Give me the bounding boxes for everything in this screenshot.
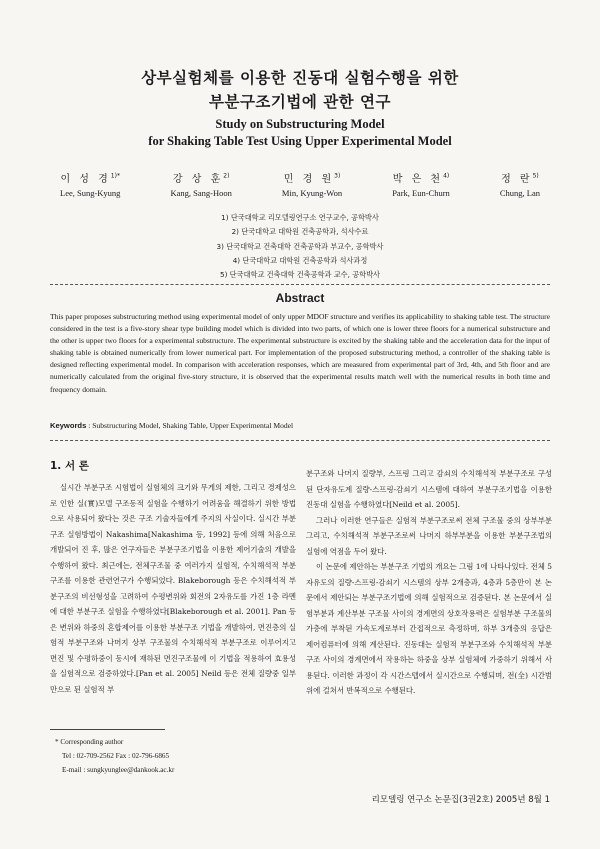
author-name-ko: 강 상 훈	[172, 174, 224, 185]
abstract-body: This paper proposes substructuring method using experimental model of only upper MDOF structure and verifies its applicability to shaking table test. The structure considered in the test is a five-story shear type building model which is divided into two parts, of which one is lower three floors for a numerical substructure and the other is upper two floors for a experimental substructure. The experimental substructure is excited by the shaking table and the acceleration data for the input of shaking table is obtained numerically from lower numerical part. For implementation of the proposed substructuring method, a controller of the shaking table is designed reflecting experimental model. In comparison with acceleration responses, which are measured from experimental part of 3rd, 4th, and 5th floor and are numerically calculated from the original five-story structure, it is observed that the experimental results match well with the numerical results in both time and frequency domain.	[50, 312, 550, 394]
korean-title-line-2: 부분구조기법에 관한 연구	[209, 93, 391, 111]
author-affil-mark: 4)	[443, 172, 450, 180]
divider-top	[50, 284, 550, 285]
left-column	[50, 480, 296, 697]
paragraph: 그러나 이러한 연구들은 실험적 부분구조로써 전체 구조물 중의 상부부분 그리고, 수치해석적 부분구조로써 나머지 하부부분을 이용한 부분구조법의 실험에 역점을 두어 왔다.	[306, 515, 552, 556]
author-4	[392, 170, 450, 198]
affiliation-item: 2) 단국대학교 대학원 건축공학과, 석사수료	[231, 227, 369, 237]
affiliation-item: 1) 단국대학교 리모델링연구소 연구교수, 공학박사	[221, 213, 379, 222]
english-title	[0, 116, 600, 150]
footnote	[55, 735, 174, 777]
author-name-ko: 이 성 경	[60, 174, 111, 185]
author-name-ko: 정 란	[501, 174, 533, 185]
page-footer: 리모델링 연구소 논문집(3권2호) 2005년 8월 1	[371, 795, 550, 805]
author-name-en: Chung, Lan	[499, 188, 540, 198]
affiliation-list	[0, 211, 600, 282]
paragraph: 이 논문에 제안하는 부분구조 기법의 개요는 그림 1에 나타나있다. 전체 5자유도의 질량-스프링-감쇠기 시스템의 상부 2개층과, 4층과 5층만이 본 논문에서 제안되는 부분구조기법에 의해 실험적으로 검증된다. 본 논문에서 실험부분과 계산부분 구조물 사이의 경계면의 상호작용력은 실험부분 구조물의 가층에 부착된 가속도계로부터 간접적으로 측정하며, 하부 3개층의 응답은 제어컴퓨터에 의해 계산된다. 진동대는 실험적 부분구조와 수치해석적 부분구조 사이의 경계면에서 작용하는 하중을 상부 실험체에 가중하기 위해서 사용된다. 이러한 과정이 각 시간스텝에서 실시간으로 수행되며, 전(全) 시간범위에 걸쳐서 반복적으로 수행된다.	[306, 562, 552, 695]
korean-title	[0, 66, 600, 114]
footnote-rule	[50, 729, 165, 730]
abstract-heading: Abstract	[275, 291, 325, 305]
author-name-en: Kang, Sang-Hoon	[170, 188, 232, 198]
paragraph: 실시간 부분구조 시험법이 실험체의 크기와 무게의 제한, 그리고 경제성으로 인한 실(實)모델 구조동적 실험을 수행하기 어려움을 해결하기 위한 방법으로 사용되어 왔다는 것은 구조 기술자들에게 주지의 사실이다. 실시간 부분구조 실험방법이 Nakashima[Nakashima 등, 1992] 등에 의해 처음으로 개발되어 진 후, 많은 연구자들은 부분구조기법을 이용한 제어기술의 개발을 수행하여 왔다. 최근에는, 전체구조물 중 여러가지 실험적, 수치해석적 부분구조를 이용한 관련연구가 수행되었다. Blakeborough 등은 수치해석적 부분구조의 비선형성을 고려하여 수평변위와 회전의 2자유도를 가진 1층 라멘에 대한 부분구조 실험을 수행하였다[Blakeborough et al. 2001]. Pan 등은 변위와 하중의 혼합제어를 이용한 부분구조 기법을 개발하여, 면진층의 실험적 부분구조와 나머지 상부 구조물의 수치해석적 부분구조로 이루어지고 면진 및 수평하중이 동시에 재하된 면진구조물에 이 기법을 적용하여 효용성을 실험적으로 검증하였다.[Pan et al. 2005] Neild 등은 전체 질량중 일부만으로 된 실험적 부	[50, 483, 296, 694]
author-2	[170, 170, 231, 198]
section-heading: 1. 서 론	[50, 460, 89, 472]
affiliation-item: 5) 단국대학교 건축대학 건축공학과 교수, 공학박사	[220, 270, 380, 280]
keywords-label: Keywords	[50, 421, 87, 430]
author-affil-mark: 1)*	[110, 172, 120, 180]
footnote-line: E-mail : sungkyunglee@dankook.ac.kr	[62, 766, 175, 774]
affiliation-item: 3) 단국대학교 건축대학 건축공학과 부교수, 공학박사	[216, 241, 384, 251]
korean-title-line-1: 상부실험체를 이용한 진동대 실험수행을 위한	[141, 69, 459, 87]
author-1	[60, 170, 120, 198]
author-name-en: Lee, Sung-Kyung	[60, 188, 121, 198]
author-affil-mark: 3)	[334, 172, 341, 180]
author-name-en: Park, Eun-Churn	[392, 188, 450, 198]
author-name-ko: 박 은 천	[392, 174, 444, 185]
author-3	[282, 170, 342, 198]
author-name-ko: 민 경 원	[283, 174, 335, 185]
affiliation-item: 4) 단국대학교 대학원 건축공학과 석사과정	[232, 255, 368, 265]
english-title-line-2: for Shaking Table Test Using Upper Experimental Model	[148, 134, 452, 148]
divider-bottom	[50, 440, 550, 441]
author-name-en: Min, Kyung-Won	[281, 188, 343, 198]
author-affil-mark: 2)	[223, 172, 230, 180]
author-5	[500, 170, 540, 198]
footnote-line: Tel : 02-709-2562 Fax : 02-796-6865	[62, 752, 170, 760]
right-column	[306, 466, 552, 699]
author-affil-mark: 5)	[532, 172, 539, 180]
paragraph: 분구조와 나머지 질량부, 스프링 그리고 감쇠의 수치해석적 부분구조로 구성된 단자유도계 질량-스프링-감쇠기 시스템에 대하여 부분구조기법을 이용한 진동대 실험을 수행하였다[Neild et al. 2005].	[306, 469, 552, 509]
keywords-text: : Substructuring Model, Shaking Table, Upper Experimental Model	[86, 421, 294, 430]
footnote-line: * Corresponding author	[55, 738, 124, 746]
keywords	[50, 421, 550, 430]
author-list	[60, 170, 540, 198]
english-title-line-1: Study on Substructuring Model	[215, 117, 385, 131]
